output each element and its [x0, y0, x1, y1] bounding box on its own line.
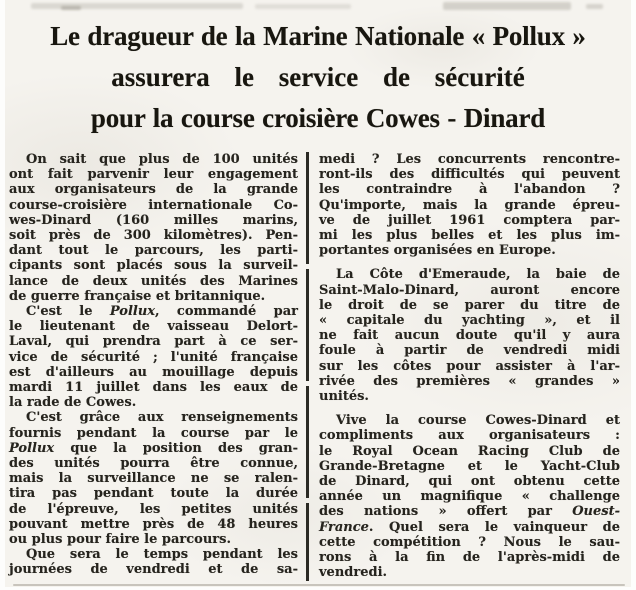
italic-text: France: [319, 519, 369, 535]
article-line: On sait que plus de 100 unités: [26, 152, 298, 167]
article-line: le Royal Ocean Racing Club de: [319, 443, 620, 459]
article-line: lance de deux unités des Marines: [9, 273, 298, 289]
italic-text: Ouest-: [572, 504, 620, 520]
article-line: [9, 441, 298, 456]
article-line: La Côte d'Emeraude, la baie de: [336, 267, 620, 283]
article-line: mardi 11 juillet dans les eaux de: [9, 380, 298, 396]
article-line: vice de sécurité ; l'unité française: [9, 349, 298, 365]
article-line: tira pas pendant toute la durée: [9, 486, 298, 502]
article-line: ont fait parvenir leur engagement: [9, 167, 298, 183]
italic-text: Pollux: [9, 440, 55, 456]
article-line: unités.: [319, 389, 369, 405]
article-line: fournis pendant la course par le: [9, 425, 298, 441]
article-line: de l'épreuve, les petites unités: [9, 501, 298, 517]
article-line: le droit de se parer du titre de: [319, 297, 620, 313]
article-line: sur les côtes pour assister à l'ar-: [319, 358, 620, 374]
article-line: Qu'importe, mais la grande épreu-: [319, 197, 620, 213]
article-line: Saint-Malo-Dinard, auront encore: [319, 282, 620, 298]
article-line: compliments aux organisateurs :: [319, 428, 620, 444]
article-line: les contraindre à l'abandon ?: [319, 182, 620, 198]
article-line: foule à partir de vendredi midi: [319, 343, 620, 359]
article-line: des unités pourra être connue,: [9, 456, 298, 472]
paragraph: [9, 410, 298, 547]
paragraph: [319, 152, 620, 258]
article-line: mi les plus belles et les plus im-: [319, 228, 620, 244]
article-line: rons à la fin de l'après-midi de: [319, 550, 620, 566]
article-column-right: [319, 152, 620, 581]
paragraph: [319, 413, 620, 580]
article-line: ve de juillet 1961 comptera par-: [319, 212, 620, 228]
article-line: [9, 304, 298, 319]
headline-line-3: pour la course croisière Cowes - Dinard: [90, 103, 546, 133]
article-line: Grande-Bretagne et le Yacht-Club: [319, 458, 620, 474]
article-line: rivée des premières « grandes »: [319, 373, 620, 389]
text-segment: que la position des gran-: [54, 440, 298, 456]
headline: [5, 0, 631, 139]
text-segment: , commandé par: [155, 304, 298, 320]
article-line: le lieutenant de vaisseau Delort-: [9, 319, 298, 335]
article-line: course-croisière internationale Co-: [9, 197, 298, 213]
article-line: « capitale du yachting », et il: [319, 313, 620, 329]
italic-text: Pollux: [109, 304, 156, 320]
article-line: de guerre française et britannique.: [9, 288, 266, 304]
article-column-left: [9, 152, 298, 581]
article-line: portantes organisées en Europe.: [319, 243, 556, 259]
article-line: medi ? Les concurrents rencontre-: [319, 152, 620, 167]
article-line: Vive la course Cowes-Dinard et: [336, 413, 620, 429]
newspaper-clipping: [5, 0, 631, 587]
headline-line-1: Le dragueur de la Marine Nationale « Pollux »: [50, 21, 586, 51]
article-line: [319, 520, 620, 535]
article-body: [5, 152, 631, 581]
article-line: cette compétition ? Nous le sau-: [319, 534, 620, 550]
article-line: Laval, qui prendra part à ce ser-: [9, 334, 298, 350]
torn-text-remnant: [586, 4, 603, 9]
article-line: de Dinard, qui ont obtenu cette: [319, 474, 620, 490]
article-line: wes-Dinard (160 milles marins,: [9, 212, 298, 228]
article-line: année un magnifique « challenge: [319, 489, 620, 505]
torn-text-remnant: [255, 4, 351, 9]
paragraph: [9, 547, 298, 577]
article-line: aux organisateurs de la grande: [9, 182, 298, 198]
article-line: C'est grâce aux renseignements: [26, 410, 298, 426]
article-line: cipants sont placés sous la surveil-: [9, 258, 298, 274]
article-line: soit près de 300 kilomètres). Pen-: [9, 228, 298, 244]
text-segment: des nations » offert par: [319, 504, 573, 520]
article-line: ne fait aucun doute qu'il y aura: [319, 328, 620, 344]
paragraph: [9, 304, 298, 410]
paragraph: [9, 152, 298, 304]
article-line: ront-ils des difficultés qui peuvent: [319, 167, 620, 183]
article-line: [319, 504, 620, 519]
torn-text-remnant: [443, 2, 571, 10]
article-line: dant tout le parcours, les parti-: [9, 243, 298, 259]
article-line: journées de vendredi et de sa-: [9, 562, 298, 578]
torn-text-remnant: [61, 6, 81, 10]
text-segment: . Quel sera le vainqueur de: [368, 519, 620, 535]
bottom-edge-rule: [13, 584, 625, 586]
article-line: ou plus pour faire le parcours.: [9, 532, 231, 548]
article-line: mais la surveillance ne se ralen-: [9, 471, 298, 487]
article-line: pouvant mettre près de 48 heures: [9, 516, 298, 532]
article-line: vendredi.: [319, 565, 388, 581]
headline-line-2: assurera le service de sécurité: [111, 62, 525, 92]
column-divider: [306, 152, 309, 581]
paragraph: [319, 267, 620, 404]
text-segment: C'est le: [26, 304, 110, 320]
article-line: Que sera le temps pendant les: [26, 547, 298, 563]
article-line: est d'ailleurs au mouillage depuis: [9, 364, 298, 380]
article-line: la rade de Cowes.: [9, 395, 137, 411]
